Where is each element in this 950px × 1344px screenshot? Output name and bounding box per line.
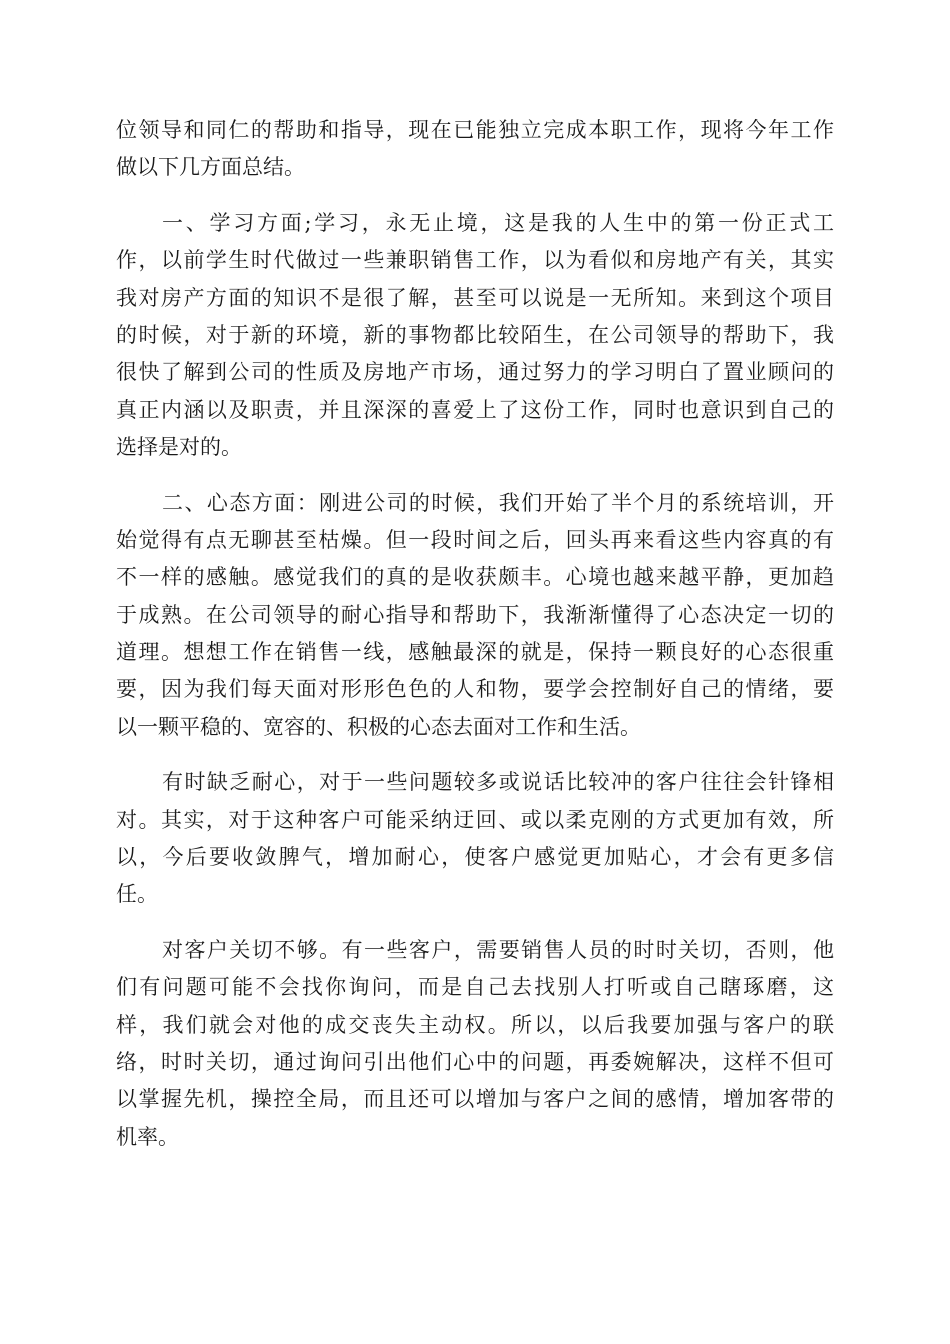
text-line: 的时候，对于新的环境，新的事物都比较陌生，在公司领导的帮助下，我 xyxy=(116,322,834,347)
text-line: 很快了解到公司的性质及房地产市场，通过努力的学习明白了置业顾问的 xyxy=(116,360,834,385)
paragraph-study xyxy=(116,205,834,467)
text-line: 二、心态方面：刚进公司的时候，我们开始了半个月的系统培训，开 xyxy=(162,490,834,515)
document-page xyxy=(116,112,834,1174)
text-line: 要，因为我们每天面对形形色色的人和物，要学会控制好自己的情绪，要 xyxy=(116,677,834,702)
text-line: 始觉得有点无聊甚至枯燥。但一段时间之后，回头再来看这些内容真的有 xyxy=(116,527,834,552)
text-line: 络，时时关切，通过询问引出他们心中的问题，再委婉解决，这样不但可 xyxy=(116,1049,834,1074)
text-line: 以掌握先机，操控全局，而且还可以增加与客户之间的感情，增加客带的 xyxy=(116,1087,834,1112)
text-line: 以，今后要收敛脾气，增加耐心，使客户感觉更加贴心，才会有更多信 xyxy=(116,845,834,870)
text-line: 道理。想想工作在销售一线，感触最深的就是，保持一颗良好的心态很重 xyxy=(116,640,834,665)
text-line: 一、学习方面;学习，永无止境，这是我的人生中的第一份正式工 xyxy=(162,210,834,235)
text-line: 选择是对的。 xyxy=(116,435,242,460)
text-line: 以一颗平稳的、宽容的、积极的心态去面对工作和生活。 xyxy=(116,714,641,739)
text-line: 做以下几方面总结。 xyxy=(116,155,305,180)
text-line: 对客户关切不够。有一些客户，需要销售人员的时时关切，否则，他 xyxy=(162,937,834,962)
text-line: 我对房产方面的知识不是很了解，甚至可以说是一无所知。来到这个项目 xyxy=(116,285,834,310)
paragraph-intro xyxy=(116,112,834,187)
text-line: 位领导和同仁的帮助和指导，现在已能独立完成本职工作，现将今年工作 xyxy=(116,118,834,142)
text-line: 不一样的感触。感觉我们的真的是收获颇丰。心境也越来越平静，更加趋 xyxy=(116,565,834,590)
text-line: 机率。 xyxy=(116,1124,179,1149)
text-line: 们有问题可能不会找你询问，而是自己去找别人打听或自己瞎琢磨，这 xyxy=(116,975,834,1000)
text-line: 任。 xyxy=(116,882,158,907)
text-line: 对。其实，对于这种客户可能采纳迂回、或以柔克刚的方式更加有效，所 xyxy=(116,807,834,832)
text-line: 真正内涵以及职责，并且深深的喜爱上了这份工作，同时也意识到自己的 xyxy=(116,397,834,422)
paragraph-mindset xyxy=(116,485,834,747)
text-line: 有时缺乏耐心，对于一些问题较多或说话比较冲的客户往往会针锋相 xyxy=(162,770,834,795)
text-line: 样，我们就会对他的成交丧失主动权。所以，以后我要加强与客户的联 xyxy=(116,1012,834,1037)
paragraph-care xyxy=(116,932,834,1156)
text-line: 于成熟。在公司领导的耐心指导和帮助下，我渐渐懂得了心态决定一切的 xyxy=(116,602,834,627)
text-line: 作，以前学生时代做过一些兼职销售工作，以为看似和房地产有关，其实 xyxy=(116,248,834,273)
paragraph-patience xyxy=(116,764,834,914)
